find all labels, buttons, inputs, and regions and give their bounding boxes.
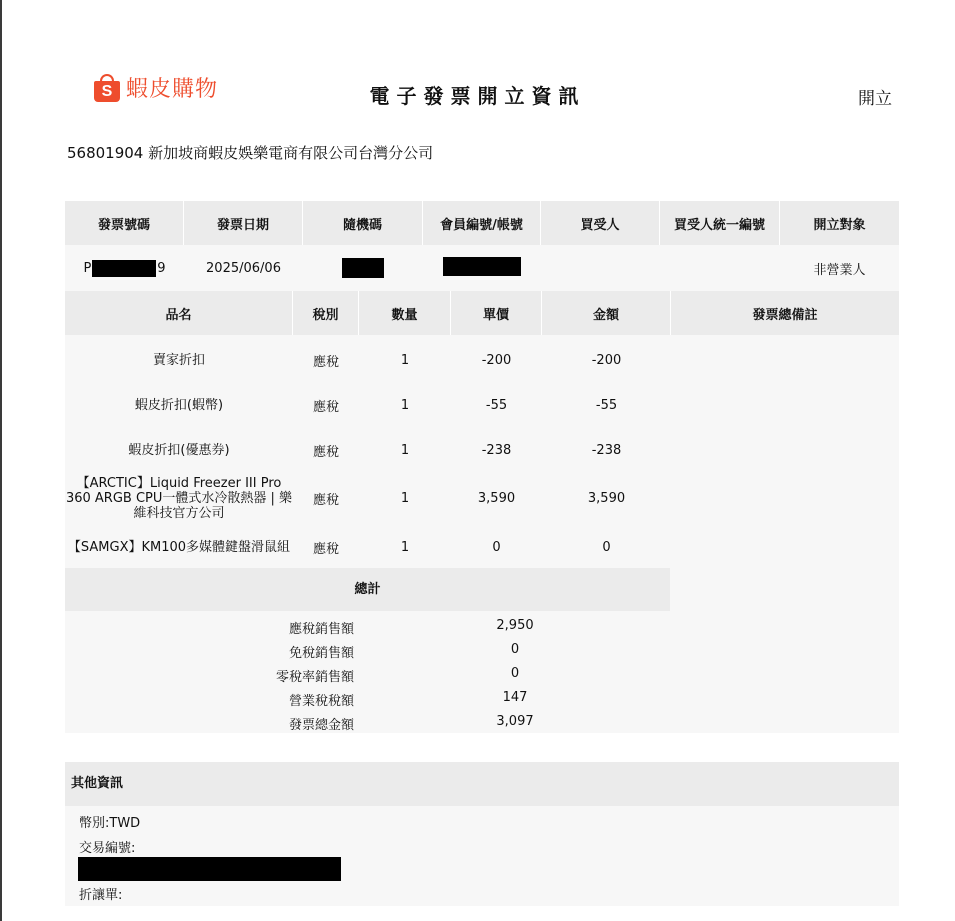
item-name: 蝦皮折扣(蝦幣) (134, 397, 224, 413)
table-row (65, 349, 899, 371)
total-value: 147 (502, 690, 528, 705)
member-id-cell (423, 245, 541, 291)
total-value: 2,950 (496, 618, 534, 633)
item-tax: 應稅 (312, 444, 339, 460)
item-tax: 應稅 (312, 492, 339, 508)
shopping-bag-icon: S (94, 74, 120, 102)
total-label: 零稅率銷售額 (275, 670, 354, 685)
col-item-name: 品名 (65, 291, 293, 335)
totals-body (65, 611, 670, 733)
col-unit-price: 單價 (451, 291, 542, 335)
redaction-bar (78, 857, 341, 881)
total-value: 0 (510, 666, 520, 681)
item-qty: 1 (400, 539, 410, 555)
item-amount: 3,590 (587, 490, 626, 506)
total-value: 3,097 (496, 714, 534, 729)
invoice-no-cell: P 9 (83, 260, 166, 276)
item-price: -238 (481, 442, 512, 458)
total-value: 0 (510, 642, 520, 657)
item-tax: 應稅 (312, 541, 339, 557)
table-row (65, 439, 899, 461)
total-row (65, 710, 670, 734)
allowance-label: 折讓單: (79, 888, 123, 903)
table-row (65, 394, 899, 416)
total-label: 營業稅稅額 (288, 694, 354, 709)
invoice-status: 開立 (858, 89, 892, 109)
other-info-body (65, 806, 899, 906)
col-invoice-no: 發票號碼 (65, 201, 184, 245)
item-name: 【SAMGX】KM100多媒體鍵盤滑鼠組 (67, 539, 291, 555)
item-qty: 1 (400, 397, 410, 413)
item-qty: 1 (400, 490, 410, 506)
item-qty: 1 (400, 352, 410, 368)
item-name: 【ARCTIC】Liquid Freezer III Pro 360 ARGB CPU一體式水冷散熱器 | 樂維科技官方公司 (65, 475, 293, 521)
random-code-cell (303, 245, 423, 291)
total-label: 發票總金額 (288, 718, 354, 733)
page-title: 電子發票開立資訊 (369, 84, 586, 108)
issue-target-cell: 非營業人 (813, 262, 866, 278)
col-issue-target: 開立對象 (813, 217, 866, 233)
buyer-cell (541, 245, 660, 291)
item-price: 0 (492, 539, 501, 555)
col-amount: 金額 (542, 291, 671, 335)
item-price: 3,590 (477, 490, 516, 506)
total-row (65, 662, 670, 686)
total-row (65, 686, 670, 710)
totals-header: 總計 (65, 568, 670, 611)
col-invoice-note: 發票總備註 (752, 307, 818, 323)
seller-company: 56801904 新加坡商蝦皮娛樂電商有限公司台灣分公司 (67, 144, 434, 162)
redaction-bar (342, 258, 384, 278)
item-name: 蝦皮折扣(優惠券) (128, 442, 230, 458)
invoice-date-cell: 2025/06/06 (206, 260, 281, 276)
other-info-header: 其他資訊 (65, 762, 899, 806)
redaction-bar (92, 260, 156, 277)
item-qty: 1 (400, 442, 410, 458)
item-price: -200 (481, 352, 512, 368)
table-row (65, 531, 899, 563)
logo-text: 蝦皮購物 (126, 77, 219, 102)
invoice-info-header (65, 201, 899, 245)
total-label: 應稅銷售額 (288, 622, 354, 637)
item-tax: 應稅 (312, 399, 339, 415)
total-row (65, 614, 670, 638)
item-amount: -55 (595, 397, 618, 413)
invoice-note-area (670, 568, 899, 733)
item-amount: 0 (602, 539, 611, 555)
item-price: -55 (485, 397, 508, 413)
items-body (65, 335, 899, 568)
col-quantity: 數量 (359, 291, 451, 335)
items-header (65, 291, 899, 335)
item-amount: -238 (591, 442, 622, 458)
item-name: 賣家折扣 (152, 352, 205, 368)
col-buyer: 買受人 (541, 201, 660, 245)
col-buyer-tax-id: 買受人統一編號 (660, 201, 780, 245)
total-label: 免稅銷售額 (288, 646, 354, 661)
invoice-info-row (65, 245, 899, 291)
currency-line: 幣別:TWD (79, 816, 141, 831)
buyer-tax-id-cell (660, 245, 780, 291)
col-tax-type: 稅別 (293, 291, 359, 335)
col-random-code: 隨機碼 (303, 201, 423, 245)
item-tax: 應稅 (312, 354, 339, 370)
table-row (65, 475, 899, 521)
transaction-label: 交易編號: (79, 841, 136, 856)
col-invoice-date: 發票日期 (184, 201, 303, 245)
total-row (65, 638, 670, 662)
item-amount: -200 (591, 352, 622, 368)
col-member-id: 會員編號/帳號 (423, 201, 541, 245)
window-left-edge (0, 0, 2, 921)
redaction-bar (443, 257, 521, 276)
